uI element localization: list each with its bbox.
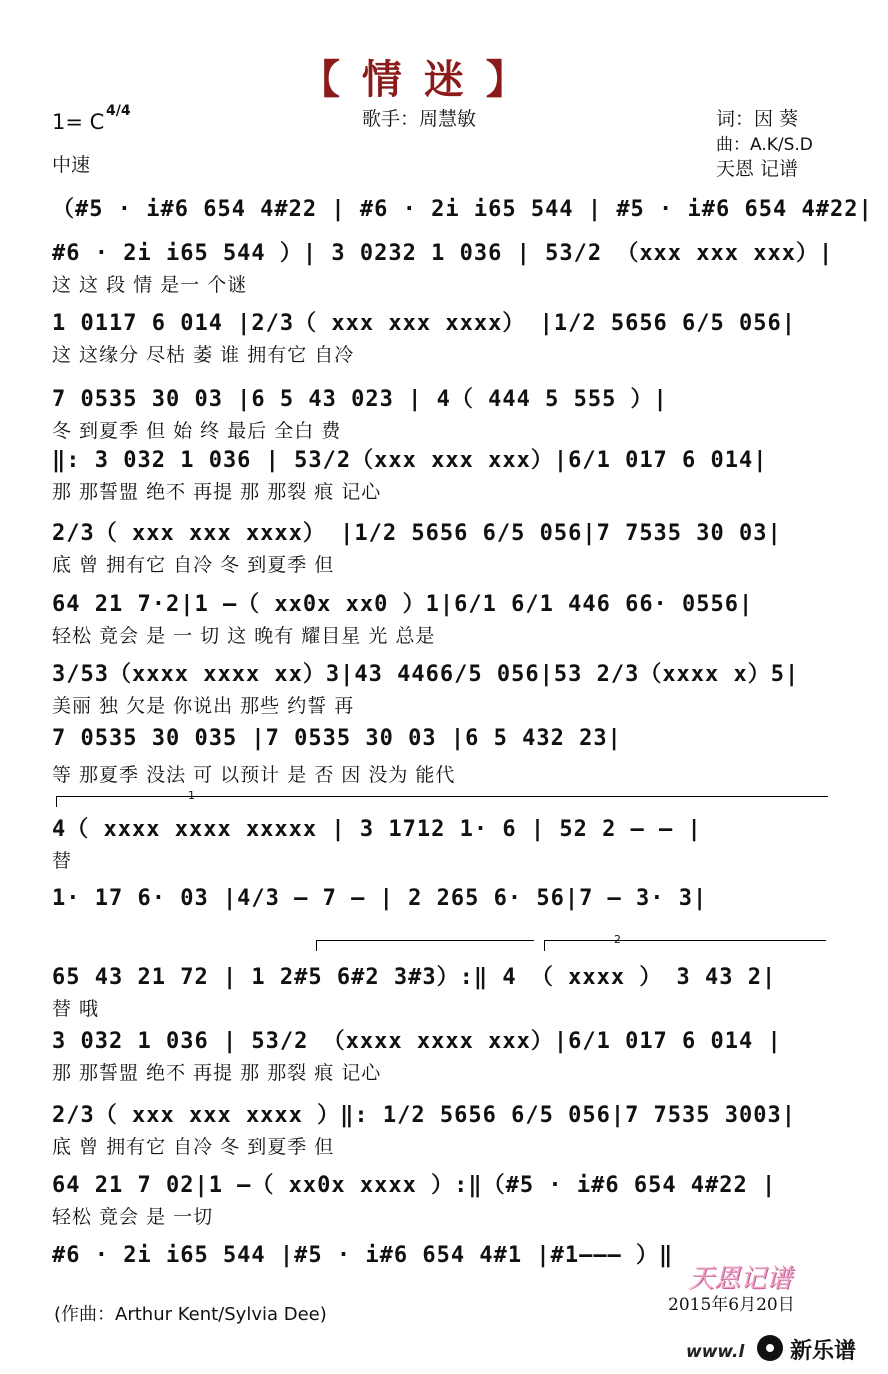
score-notes-line: （#5 · i#6 654 4#22 | #6 · 2i i65 544 | #5 · i#6 654 4#22| xyxy=(52,197,873,222)
score-lyrics-line: 替 哦 xyxy=(52,998,100,1020)
first-ending-bracket xyxy=(56,789,828,802)
score-lyrics-line: 那 那誓盟 绝不 再提 那 那裂 痕 记心 xyxy=(52,1062,382,1084)
key-signature: 1= C xyxy=(52,110,105,134)
score-notes-line: ‖: 3 032 1 036 | 53/2（xxx xxx xxx）|6/1 017 6 014| xyxy=(52,448,768,473)
score-lyrics-line: 这 这 段 情 是一 个谜 xyxy=(52,274,248,296)
transcriber-stamp: 天恩记谱 xyxy=(688,1264,793,1294)
record-disc-icon xyxy=(757,1335,783,1361)
score-lyrics-line: 轻松 竟会 是 一切 xyxy=(52,1206,214,1228)
singer-credit: 歌手：周慧敏 xyxy=(362,108,477,130)
score-notes-line: 64 21 7·2|1 –（ xx0x xx0 ）1|6/1 6/1 446 66· 0556| xyxy=(52,592,754,617)
score-lyrics-line: 轻松 竟会 是 一 切 这 晚有 耀目星 光 总是 xyxy=(52,625,436,647)
transcriber-credit: 天恩 记谱 xyxy=(716,158,799,180)
score-notes-line: 4（ xxxx xxxx xxxxx | 3 1712 1· 6 | 52 2 – – | xyxy=(52,817,702,842)
score-notes-line: 7 0535 30 03 |6 5 43 023 | 4（ 444 5 555 ）| xyxy=(52,387,668,412)
tempo-marking: 中速 xyxy=(52,154,91,176)
score-lyrics-line: 冬 到夏季 但 始 终 最后 全白 费 xyxy=(52,420,342,442)
score-lyrics-line: 这 这缘分 尽枯 萎 谁 拥有它 自冷 xyxy=(52,344,355,366)
time-signature xyxy=(106,104,131,118)
score-lyrics-line: 底 曾 拥有它 自冷 冬 到夏季 但 xyxy=(52,554,335,576)
score-notes-line: 1 0117 6 014 |2/3（ xxx xxx xxxx） |1/2 5656 6/5 056| xyxy=(52,311,797,336)
song-title: 【 情 迷 】 xyxy=(300,56,530,103)
score-lyrics-line: 那 那誓盟 绝不 再提 那 那裂 痕 记心 xyxy=(52,481,382,503)
transcription-date: 2015年6月20日 xyxy=(668,1295,795,1315)
site-url: www.l xyxy=(686,1342,745,1362)
score-notes-line: 7 0535 30 035 |7 0535 30 03 |6 5 432 23| xyxy=(52,726,622,751)
brand-logo-text: 新乐谱 xyxy=(790,1339,857,1364)
score-notes-line: #6 · 2i i65 544 ）| 3 0232 1 036 | 53/2 （xxx xxx xxx）| xyxy=(52,241,834,266)
time-signature-value: 4/4 xyxy=(106,103,131,119)
lyricist-credit: 词：因 葵 xyxy=(716,108,799,130)
score-notes-line: 65 43 21 72 | 1 2#5 6#2 3#3）:‖ 4 （ xxxx ） 3 43 2| xyxy=(52,965,777,990)
score-notes-line: #6 · 2i i65 544 |#5 · i#6 654 4#1 |#1––– ）‖ xyxy=(52,1243,674,1268)
score-notes-line: 3 032 1 036 | 53/2 （xxxx xxxx xxx）|6/1 017 6 014 | xyxy=(52,1029,782,1054)
second-ending-bracket xyxy=(544,933,826,946)
score-lyrics-line: 美丽 独 欠是 你说出 那些 约誓 再 xyxy=(52,695,355,717)
score-notes-line: 3/53（xxxx xxxx xx）3|43 4466/5 056|53 2/3（xxxx x）5| xyxy=(52,662,800,687)
first-ending-bracket-2 xyxy=(316,940,534,941)
score-notes-line: 2/3（ xxx xxx xxxx） |1/2 5656 6/5 056|7 7535 30 03| xyxy=(52,521,782,546)
composer-footnote: (作曲：Arthur Kent/Sylvia Dee) xyxy=(54,1304,327,1325)
score-notes-line: 2/3（ xxx xxx xxxx ）‖: 1/2 5656 6/5 056|7 7535 3003| xyxy=(52,1103,797,1128)
second-ending-number: 2 xyxy=(614,933,621,946)
score-notes-line: 1· 17 6· 03 |4/3 – 7 – | 2 265 6· 56|7 – 3· 3| xyxy=(52,886,708,911)
score-lyrics-line: 底 曾 拥有它 自冷 冬 到夏季 但 xyxy=(52,1136,335,1158)
composer-credit: 曲：A.K/S.D xyxy=(716,135,813,155)
score-notes-line: 64 21 7 02|1 –（ xx0x xxxx ）:‖（#5 · i#6 654 4#22 | xyxy=(52,1173,777,1198)
score-lyrics-line: 替 xyxy=(52,850,73,872)
score-lyrics-line: 等 那夏季 没法 可 以预计 是 否 因 没为 能代 xyxy=(52,764,456,786)
first-ending-number: 1 xyxy=(188,789,195,802)
